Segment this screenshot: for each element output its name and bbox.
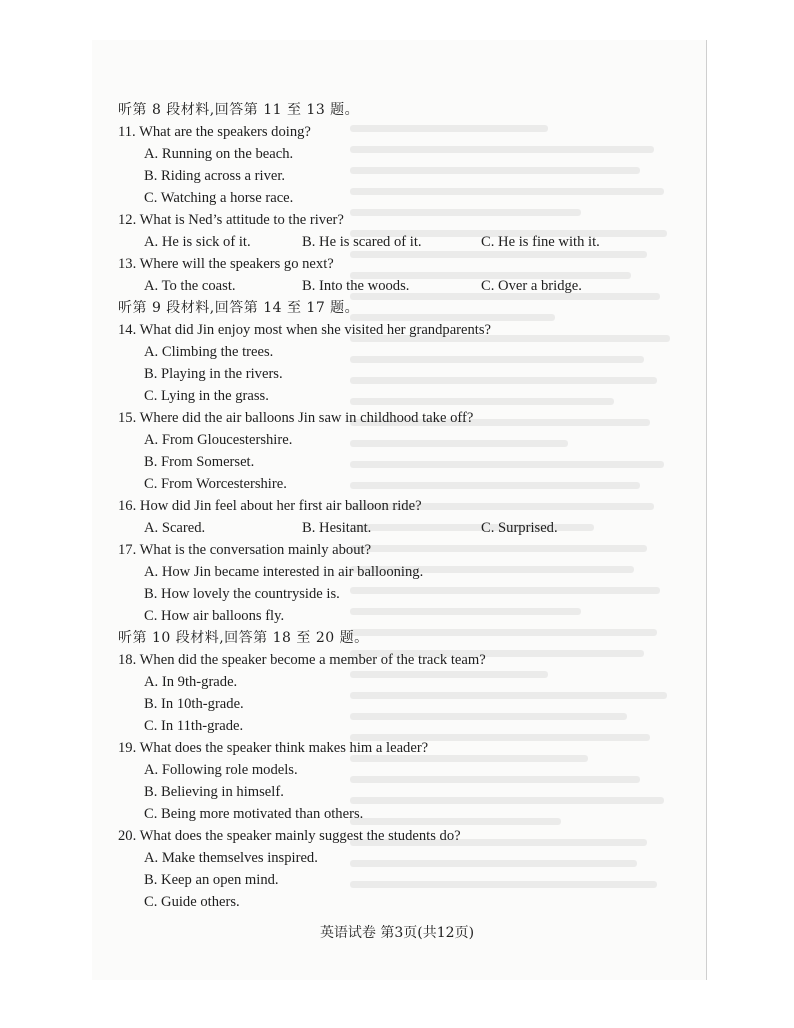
question-number: 13.	[118, 256, 137, 272]
question-stem	[118, 826, 678, 848]
question-number: 16.	[118, 498, 137, 514]
answer-option: A. Following role models.	[144, 762, 298, 778]
question-text: What does the speaker think makes him a leader?	[139, 740, 429, 756]
question-stem	[118, 210, 678, 232]
answer-option: A. To the coast.	[144, 278, 236, 294]
question-text: Where did the air balloons Jin saw in childhood take off?	[139, 410, 474, 426]
answer-option: B. Into the woods.	[302, 278, 410, 294]
question-stem	[118, 122, 678, 144]
answer-option: C. Surprised.	[481, 520, 558, 536]
section-instruction: 听第 9 段材料,回答第 14 至 17 题。	[118, 300, 360, 316]
answer-option: C. Watching a horse race.	[144, 190, 294, 206]
question-number: 19.	[118, 740, 137, 756]
question-number: 17.	[118, 542, 137, 558]
answer-option: A. Climbing the trees.	[144, 344, 274, 360]
question-text: Where will the speakers go next?	[139, 256, 334, 272]
answer-option: A. Scared.	[144, 520, 206, 536]
question-text: What is Ned’s attitude to the river?	[139, 212, 344, 228]
answer-option: A. How Jin became interested in air ballooning.	[144, 564, 424, 580]
option-group	[144, 342, 678, 408]
answer-option: A. From Gloucestershire.	[144, 432, 293, 448]
question-stem	[118, 738, 678, 760]
option-group	[144, 518, 678, 540]
answer-option: B. Hesitant.	[302, 520, 372, 536]
answer-option: B. From Somerset.	[144, 454, 255, 470]
answer-option: C. Being more motivated than others.	[144, 806, 364, 822]
answer-option: A. Make themselves inspired.	[144, 850, 318, 866]
answer-option: A. Running on the beach.	[144, 146, 294, 162]
answer-option: C. Lying in the grass.	[144, 388, 269, 404]
question-number: 15.	[118, 410, 137, 426]
page-footer: 英语试卷 第3页(共12页)	[319, 925, 475, 941]
option-group	[144, 276, 678, 298]
option-group	[144, 430, 678, 496]
question-stem	[118, 540, 678, 562]
answer-option: B. Playing in the rivers.	[144, 366, 283, 382]
question-text: What did Jin enjoy most when she visited her grandparents?	[139, 322, 492, 338]
option-group	[144, 562, 678, 628]
question-number: 18.	[118, 652, 137, 668]
question-text: How did Jin feel about her first air balloon ride?	[139, 498, 422, 514]
answer-option: B. Keep an open mind.	[144, 872, 279, 888]
question-stem	[118, 254, 678, 276]
answer-option: C. How air balloons fly.	[144, 608, 285, 624]
answer-option: B. Believing in himself.	[144, 784, 284, 800]
answer-option: C. Over a bridge.	[481, 278, 582, 294]
section-instruction: 听第 8 段材料,回答第 11 至 13 题。	[118, 102, 360, 118]
listening-questions	[118, 100, 678, 914]
option-group	[144, 232, 678, 254]
question-number: 14.	[118, 322, 137, 338]
answer-option: A. In 9th-grade.	[144, 674, 238, 690]
answer-option: C. He is fine with it.	[481, 234, 600, 250]
question-text: What is the conversation mainly about?	[139, 542, 372, 558]
option-group	[144, 144, 678, 210]
question-text: What are the speakers doing?	[139, 124, 311, 140]
question-stem	[118, 408, 678, 430]
question-number: 12.	[118, 212, 137, 228]
answer-option: B. In 10th-grade.	[144, 696, 244, 712]
answer-option: A. He is sick of it.	[144, 234, 251, 250]
answer-option: C. Guide others.	[144, 894, 240, 910]
question-text: When did the speaker become a member of the track team?	[139, 652, 486, 668]
answer-option: C. From Worcestershire.	[144, 476, 287, 492]
question-stem	[118, 320, 678, 342]
question-number: 20.	[118, 828, 137, 844]
answer-option: B. How lovely the countryside is.	[144, 586, 340, 602]
question-stem	[118, 496, 678, 518]
answer-option: B. Riding across a river.	[144, 168, 286, 184]
option-group	[144, 672, 678, 738]
option-group	[144, 760, 678, 826]
answer-option: C. In 11th-grade.	[144, 718, 244, 734]
question-stem	[118, 650, 678, 672]
question-text: What does the speaker mainly suggest the students do?	[139, 828, 461, 844]
question-number: 11.	[118, 124, 136, 140]
answer-option: B. He is scared of it.	[302, 234, 422, 250]
section-instruction: 听第 10 段材料,回答第 18 至 20 题。	[118, 630, 369, 646]
option-group	[144, 848, 678, 914]
